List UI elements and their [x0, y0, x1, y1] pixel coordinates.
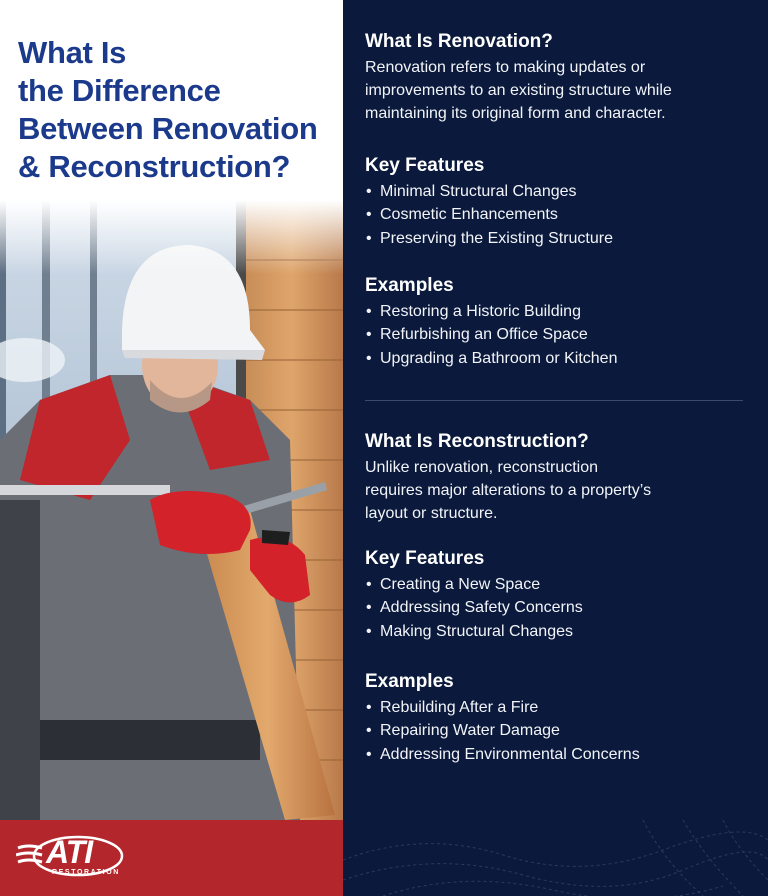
renovation-heading: What Is Renovation?: [365, 31, 553, 52]
renovation-description: Renovation refers to making updates or improvements to an existing structure while maintaining its original form and character.: [365, 59, 672, 122]
reconstruction-description: Unlike renovation, reconstruction requires major alterations to a property’s layout or structure.: [365, 459, 652, 522]
topographic-pattern-icon: [343, 820, 768, 896]
title-line-4: & Reconstruction?: [18, 149, 291, 184]
list-item: • Upgrading a Bathroom or Kitchen: [365, 347, 755, 370]
list-item: • Preserving the Existing Structure: [365, 227, 755, 250]
list-item: • Refurbishing an Office Space: [365, 323, 755, 346]
title-line-2: the Difference: [18, 73, 221, 108]
list-item: • Minimal Structural Changes: [365, 180, 755, 203]
reconstruction-examples-heading: Examples: [365, 671, 454, 692]
renovation-features-list: [365, 180, 755, 250]
list-item: • Addressing Safety Concerns: [365, 596, 755, 619]
renovation-features-heading: Key Features: [365, 155, 485, 176]
renovation-examples: [365, 274, 755, 370]
reconstruction-heading: What Is Reconstruction?: [365, 431, 589, 452]
right-panel: [343, 0, 768, 820]
logo-subtitle: RESTORATION: [52, 869, 120, 876]
logo-name: ATI: [46, 834, 93, 870]
section-divider: [365, 400, 743, 401]
list-item: • Rebuilding After a Fire: [365, 696, 755, 719]
footer-pattern: [343, 820, 768, 896]
reconstruction-features-heading: Key Features: [365, 548, 485, 569]
list-item: • Creating a New Space: [365, 573, 755, 596]
title-line-1: What Is: [18, 35, 127, 70]
reconstruction-features-list: [365, 573, 755, 643]
page-title: [18, 34, 338, 186]
renovation-examples-list: [365, 300, 755, 370]
list-item: • Repairing Water Damage: [365, 719, 755, 742]
reconstruction-features: [365, 547, 755, 643]
left-panel: [0, 0, 343, 820]
list-item: • Addressing Environmental Concerns: [365, 743, 755, 766]
list-item: • Making Structural Changes: [365, 620, 755, 643]
reconstruction-examples: [365, 670, 755, 766]
renovation-features: [365, 154, 755, 250]
worker-photo: [0, 200, 343, 820]
renovation-examples-heading: Examples: [365, 275, 454, 296]
reconstruction-examples-list: [365, 696, 755, 766]
list-item: • Cosmetic Enhancements: [365, 203, 755, 226]
renovation-section: [365, 30, 755, 125]
title-line-3: Between Renovation: [18, 111, 318, 146]
reconstruction-section: [365, 430, 755, 525]
list-item: • Restoring a Historic Building: [365, 300, 755, 323]
